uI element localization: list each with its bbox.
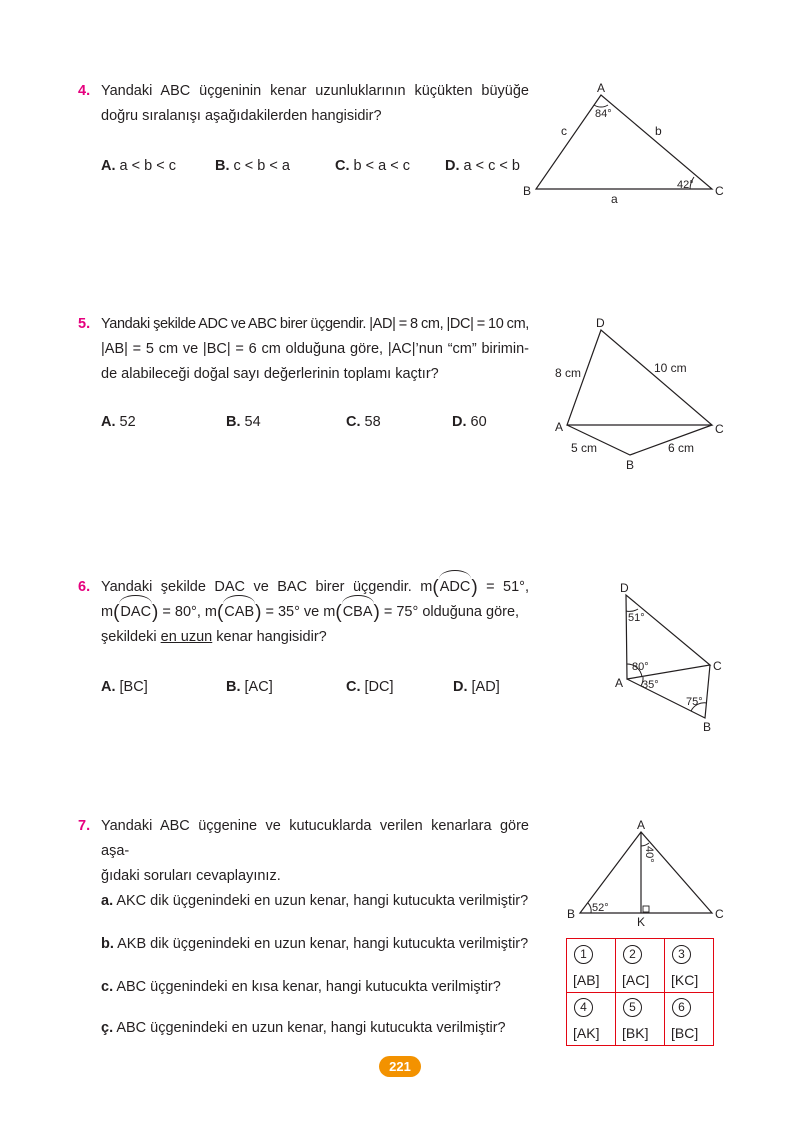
angle-label-b: 75°	[686, 696, 703, 708]
question-number: 7.	[78, 818, 91, 834]
side-label-ad: 8 cm	[555, 366, 582, 380]
answer-box-5[interactable]	[616, 992, 665, 1045]
angle-arc-dac: DAC	[119, 600, 152, 625]
angle-label-b: 52°	[592, 902, 609, 914]
question-text-line: doğru sıralanışı aşağıdakilerden hangisidir?	[101, 108, 382, 124]
box-number: 4	[574, 998, 593, 1017]
angle-label-a: 84°	[595, 108, 612, 120]
angle-arc-adc: ADC	[439, 575, 472, 600]
option-d[interactable]: D. [AD]	[453, 679, 500, 695]
question-text-line: Yandaki şekilde ADC ve ABC birer üçgendir. |AD| = 8 cm, |DC| = 10 cm,	[101, 316, 529, 332]
option-b[interactable]: B. [AC]	[226, 679, 273, 695]
side-label-c: c	[561, 124, 567, 138]
side-label-b: b	[655, 124, 662, 138]
option-b[interactable]: B. 54	[226, 414, 261, 430]
box-value: [BC]	[671, 1025, 699, 1041]
vertex-label-c: C	[715, 184, 724, 198]
question-number: 5.	[78, 316, 91, 332]
question-text-line: Yandaki ABC üçgeninin kenar uzunluklarının küçükten büyüğe	[101, 83, 529, 99]
vertex-label-b: B	[523, 184, 532, 198]
sub-question-c: c. ABC üçgenindeki en kısa kenar, hangi kutucukta verilmiştir?	[101, 979, 501, 995]
angle-arc-cba: CBA	[342, 600, 374, 625]
option-c[interactable]: C. b < a < c	[335, 158, 410, 174]
vertex-label-d: D	[620, 581, 629, 595]
page-number-badge: 221	[379, 1056, 421, 1077]
vertex-label-b: B	[626, 458, 635, 472]
answer-box-6[interactable]	[665, 992, 714, 1045]
question-number: 4.	[78, 83, 91, 99]
box-value: [AK]	[573, 1025, 600, 1041]
angle-arc-cab: CAB	[223, 600, 255, 625]
question-text-line: şekildeki en uzun kenar hangisidir?	[101, 629, 327, 645]
box-number: 3	[672, 945, 691, 964]
question-text-line: de alabileceği doğal sayı değerlerinin toplamı kaçtır?	[101, 366, 439, 382]
answer-box-1[interactable]	[567, 939, 616, 992]
box-number: 2	[623, 945, 642, 964]
side-label-a: a	[611, 192, 618, 206]
vertex-label-d: D	[596, 316, 605, 330]
option-b[interactable]: B. c < b < a	[215, 158, 290, 174]
vertex-label-b: B	[567, 907, 576, 921]
angle-label-d: 51°	[628, 612, 645, 624]
vertex-label-k: K	[637, 915, 646, 929]
question-text-line: ğıdaki soruları cevaplayınız.	[101, 868, 281, 884]
side-label-ab: 5 cm	[571, 441, 598, 455]
answer-boxes-grid	[566, 938, 714, 1046]
side-label-bc: 6 cm	[668, 441, 695, 455]
box-number: 1	[574, 945, 593, 964]
vertex-label-a: A	[637, 818, 646, 832]
option-a[interactable]: A. [BC]	[101, 679, 148, 695]
underlined-phrase: en uzun	[160, 629, 213, 645]
vertex-label-c: C	[715, 907, 724, 921]
vertex-label-c: C	[713, 659, 722, 673]
box-number: 5	[623, 998, 642, 1017]
answer-box-3[interactable]	[665, 939, 714, 992]
question-text-line: |AB| = 5 cm ve |BC| = 6 cm olduğuna göre, |AC|’nun “cm” birimin-	[101, 341, 529, 357]
option-d[interactable]: D. a < c < b	[445, 158, 520, 174]
option-d[interactable]: D. 60	[452, 414, 487, 430]
sub-question-a: a. AKC dik üçgenindeki en uzun kenar, hangi kutucukta verilmiştir?	[101, 893, 529, 909]
box-value: [BK]	[622, 1025, 649, 1041]
sub-question-b: b. AKB dik üçgenindeki en uzun kenar, hangi kutucukta verilmiştir?	[101, 936, 529, 952]
question-text-line: m(DAC) = 80°, m(CAB) = 35° ve m(CBA) = 75° olduğuna göre,	[101, 602, 520, 623]
question-text-line: Yandaki şekilde DAC ve BAC birer üçgendir. m(ADC) = 51°,	[101, 577, 530, 598]
box-value: [AC]	[622, 972, 650, 988]
side-label-dc: 10 cm	[654, 361, 687, 375]
vertex-label-b: B	[703, 720, 712, 734]
sub-question-cc: ç. ABC üçgenindeki en uzun kenar, hangi kutucukta verilmiştir?	[101, 1020, 506, 1036]
vertex-label-a: A	[597, 81, 606, 95]
vertex-label-c: C	[715, 422, 724, 436]
box-value: [KC]	[671, 972, 699, 988]
option-a[interactable]: A. a < b < c	[101, 158, 176, 174]
vertex-label-a: A	[555, 420, 564, 434]
question-number: 6.	[78, 579, 91, 595]
option-c[interactable]: C. [DC]	[346, 679, 394, 695]
answer-box-4[interactable]	[567, 992, 616, 1045]
question-text-line: Yandaki ABC üçgenine ve kutucuklarda verilen kenarlara göre aşa-	[101, 818, 529, 859]
option-a[interactable]: A. 52	[101, 414, 136, 430]
angle-label-dac: 80°	[632, 661, 649, 673]
angle-label-a: 40°	[643, 846, 655, 863]
box-number: 6	[672, 998, 691, 1017]
answer-box-2[interactable]	[616, 939, 665, 992]
box-value: [AB]	[573, 972, 600, 988]
option-c[interactable]: C. 58	[346, 414, 381, 430]
angle-label-cab: 35°	[642, 679, 659, 691]
vertex-label-a: A	[615, 676, 624, 690]
angle-label-c: 42°	[677, 179, 694, 191]
